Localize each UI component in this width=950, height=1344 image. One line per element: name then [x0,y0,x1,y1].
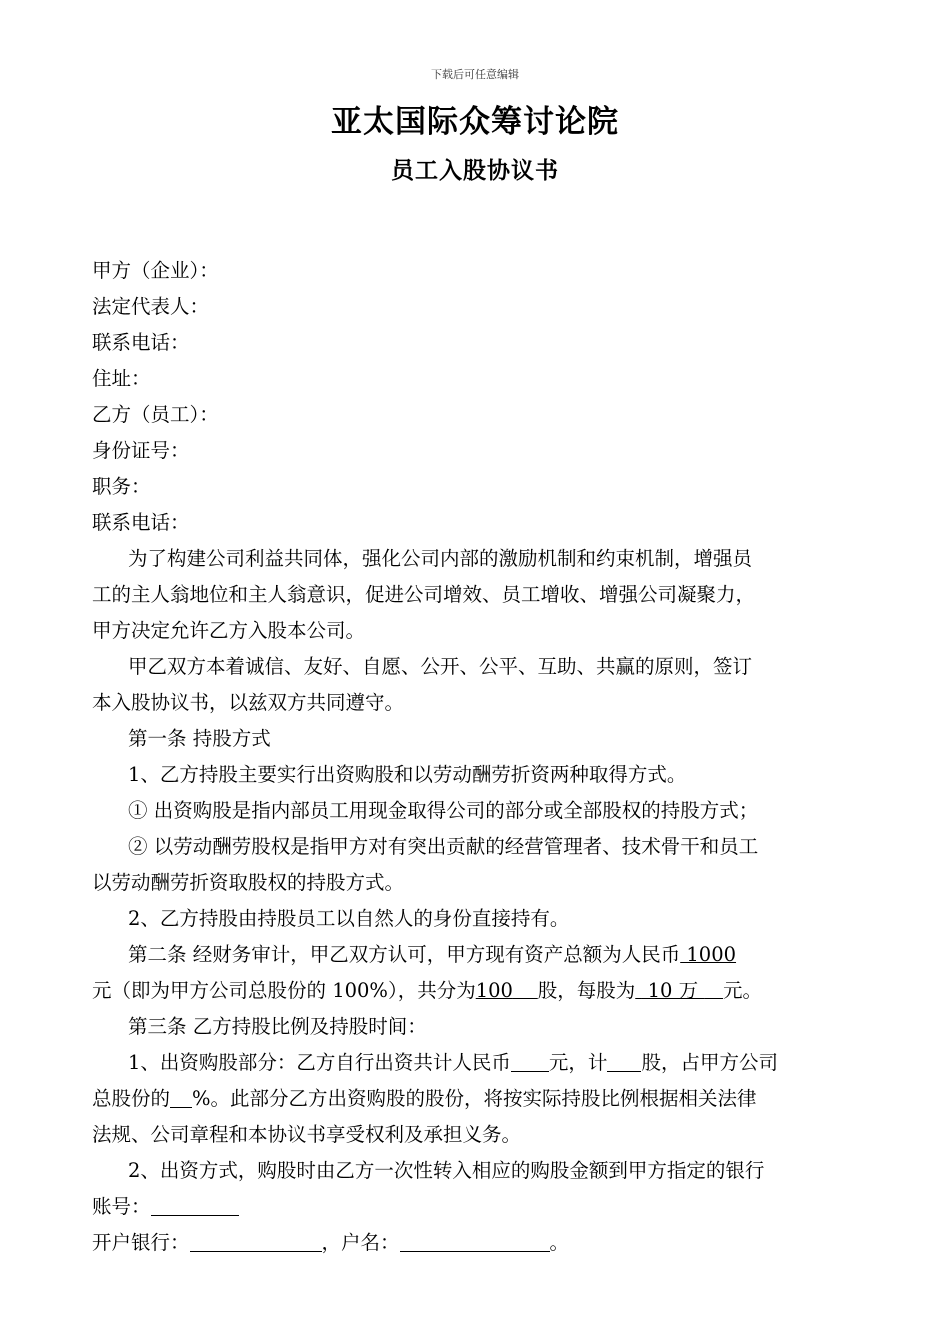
intro-p1-line1: 为了构建公司利益共同体，强化公司内部的激励机制和约束机制，增强员 [128,547,753,570]
phone-b-line: 联系电话： [92,511,190,534]
bank-name-blank[interactable] [190,1229,322,1252]
intro-p1-line2: 工的主人翁地位和主人翁意识，促进公司增效、员工增收、增强公司凝聚力， [92,583,756,606]
article2-text-b: 股，每股为 [537,979,636,1002]
article1-title: 第一条 持股方式 [128,727,271,750]
document-subtitle: 员工入股协议书 [391,157,559,184]
position-line: 职务： [92,475,151,498]
amount-blank[interactable] [511,1049,549,1072]
address-line: 住址： [92,367,151,390]
document-body [92,253,860,1261]
article1-item1a: ① 出资购股是指内部员工用现金取得公司的部分或全部股权的持股方式； [128,799,759,822]
party-a-line: 甲方（企业）： [92,259,219,282]
article2-text: 第二条 经财务审计，甲乙双方认可，甲方现有资产总额为人民币 [128,943,681,966]
account-number-blank[interactable] [151,1193,239,1216]
article3-p1-line3: 法规、公司章程和本协议书享受权利及承担义务。 [92,1123,522,1146]
per-share-value: 10 万 [641,979,705,1002]
legal-rep-line: 法定代表人： [92,295,210,318]
article2-line1 [92,937,860,973]
header-note: 下载后可任意编辑 [431,68,519,81]
shares-blank[interactable] [607,1049,641,1072]
bank-line: 开户银行： ，户名： 。 [92,1231,570,1254]
article3-p1-line2: 总股份的 %。此部分乙方出资购股的股份，将按实际持股比例根据相关法律 [92,1087,757,1110]
article1-item1: 1、乙方持股主要实行出资购股和以劳动酬劳折资两种取得方式。 [128,763,687,786]
article3-p1-line1: 1、出资购股部分：乙方自行出资共计人民币 元，计 股，占甲方公司 [128,1051,778,1074]
article2-line2 [92,973,860,1009]
article3-p2-line1: 2、出资方式，购股时由乙方一次性转入相应的购股金额到甲方指定的银行 [128,1159,765,1182]
party-b-line: 乙方（员工）： [92,403,219,426]
phone-a-line: 联系电话： [92,331,190,354]
article3-title: 第三条 乙方持股比例及持股时间： [128,1015,427,1038]
account-holder-blank[interactable] [400,1229,550,1252]
total-assets-value: 1000 [680,943,737,966]
id-no-line: 身份证号： [92,439,190,462]
percent-blank[interactable] [170,1085,192,1108]
document-title: 亚太国际众筹讨论院 [331,104,619,140]
intro-p2-line1: 甲乙双方本着诚信、友好、自愿、公开、公平、互助、共赢的原则，签订 [128,655,753,678]
article1-item1b-line2: 以劳动酬劳折资取股权的持股方式。 [92,871,405,894]
intro-p2-line2: 本入股协议书，以兹双方共同遵守。 [92,691,405,714]
article1-item2: 2、乙方持股由持股员工以自然人的身份直接持有。 [128,907,570,930]
article1-item1b-line1: ② 以劳动酬劳股权是指甲方对有突出贡献的经营管理者、技术骨干和员工 [128,835,759,858]
intro-p1-line3: 甲方决定允许乙方入股本公司。 [92,619,366,642]
total-shares-value: 100 [475,979,513,1002]
article2-text-a: 元（即为甲方公司总股份的 100%），共分为 [92,979,476,1002]
article2-text-c: 元。 [722,979,762,1002]
article3-p2-line2: 账号： [92,1189,860,1225]
